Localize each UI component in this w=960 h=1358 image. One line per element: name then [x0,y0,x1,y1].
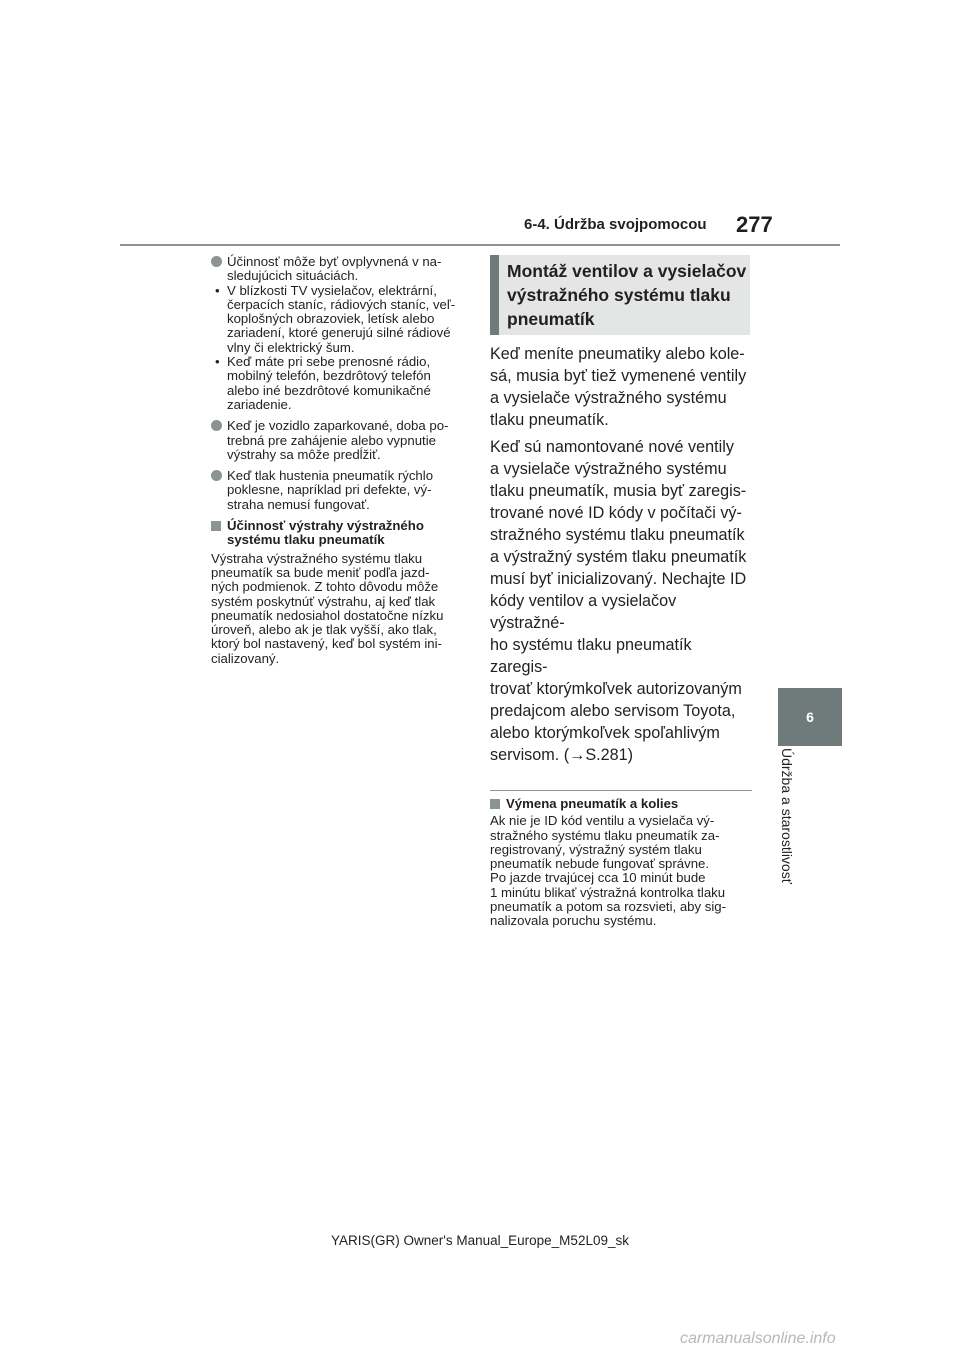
section-heading-line: Montáž ventilov a vysielačov [507,261,747,281]
chapter-tab [778,688,842,746]
subheading [490,797,752,811]
bullet-item [211,419,469,462]
sub-bullet-text: V blízkosti TV vysielačov, elektrární, čerpacích staníc, rádiových staníc, veľ- koplošných obrazoviek, letísk alebo zariadení, ktoré generujú silné rádiové vlny či elektrický šum. [227,282,456,355]
subheading-text: Účinnosť výstrahy výstražného systému tlaku pneumatík [227,518,424,548]
sub-bullet: • V blízkosti TV vysielačov, elektrární, čerpacích staníc, rádiových staníc, veľ- koplošných obrazoviek, letísk alebo zariadení, ktoré generujú silné rádiové vlny či elektrický šum. [211,284,469,355]
watermark: carmanualsonline.info [680,1330,836,1347]
chapter-title: Údržba a starostlivosť [779,748,795,884]
left-column [211,255,469,666]
bullet-text: Účinnosť môže byť ovplyvnená v na- sledujúcich situáciách. [227,254,442,284]
section-heading-box [490,255,750,335]
paragraph: Keď meníte pneumatiky alebo kole- sá, musia byť tiež vymenené ventily a vysielače výstražného systému tlaku pneumatík. [490,345,747,429]
circle-bullet-icon [211,470,222,481]
subheading-text: Výmena pneumatík a kolies [506,796,679,811]
chapter-tab-title-area [779,748,807,908]
square-bullet-icon [211,521,221,531]
paragraph: Výstraha výstražného systému tlaku pneumatík sa bude meniť podľa jazd- ných podmienok. Z tohto dôvodu môže systém poskytnúť výstrahu, aj keď tlak pneumatík nedosiahol dostatočne nízku úroveň, alebo ak je tlak vyšší, ako tlak, ktorý bol nastavený, keď bol systém ini- cializovaný. [211,550,444,666]
section-title: 6-4. Údržba svojpomocou [524,216,707,233]
circle-bullet-icon [211,420,222,431]
subheading [211,519,469,548]
bullet-text: Keď je vozidlo zaparkované, doba po- trebná pre zahájenie alebo vypnutie výstrahy sa môže predĺžiť. [227,418,449,462]
sub-bullet: • Keď máte pri sebe prenosné rádio, mobilný telefón, bezdrôtový telefón alebo iné bezdrôtové komunikačné zariadenie. [211,355,469,412]
chapter-number: 6 [806,709,814,725]
bullet-item [211,469,469,512]
section-heading-line: výstražného systému tlaku [507,285,731,305]
subsection [490,797,752,929]
divider [490,790,752,791]
body-text [490,343,752,766]
section-heading-line: pneumatík [507,309,595,329]
paragraph: Keď sú namontované nové ventily a vysielače výstražného systému tlaku pneumatík, musia byť zaregis- trované nové ID kódy v počítači vý- stražného systému tlaku pneumatík a výstražný systém tlaku pneumatík musí byť inicializovaný. Nechajte ID kódy ventilov a vysielačov výstražné- ho systému tlaku pneumatík zaregis- trovať ktorýmkoľvek autorizovaným predajcom alebo servisom Toyota, alebo ktorýmkoľvek spoľahlivým servisom. (→S.281) [490,438,747,764]
sub-bullet-text: Keď máte pri sebe prenosné rádio, mobilný telefón, bezdrôtový telefón alebo iné bezdrôtové komunikačné zariadenie. [227,354,431,412]
square-bullet-icon [490,799,500,809]
circle-bullet-icon [211,256,222,267]
page-number: 277 [736,212,773,237]
right-column [490,255,752,929]
bullet-text: Keď tlak hustenia pneumatík rýchlo poklesne, napríklad pri defekte, vý- straha nemusí fungovať. [227,468,434,512]
paragraph: Ak nie je ID kód ventilu a vysielača vý- stražného systému tlaku pneumatík za- registrovaný, výstražný systém tlaku pneumatík nebude fungovať správne. Po jazde trvajúcej cca 10 minút bude 1 minútu blikať výstražná kontrolka tlaku pneumatík a potom sa rozsvieti, aby sig- nalizovala poruchu systému. [490,813,727,929]
bullet-item [211,255,469,412]
footer-text: YARIS(GR) Owner's Manual_Europe_M52L09_sk [331,1233,629,1248]
header-divider [120,244,840,246]
